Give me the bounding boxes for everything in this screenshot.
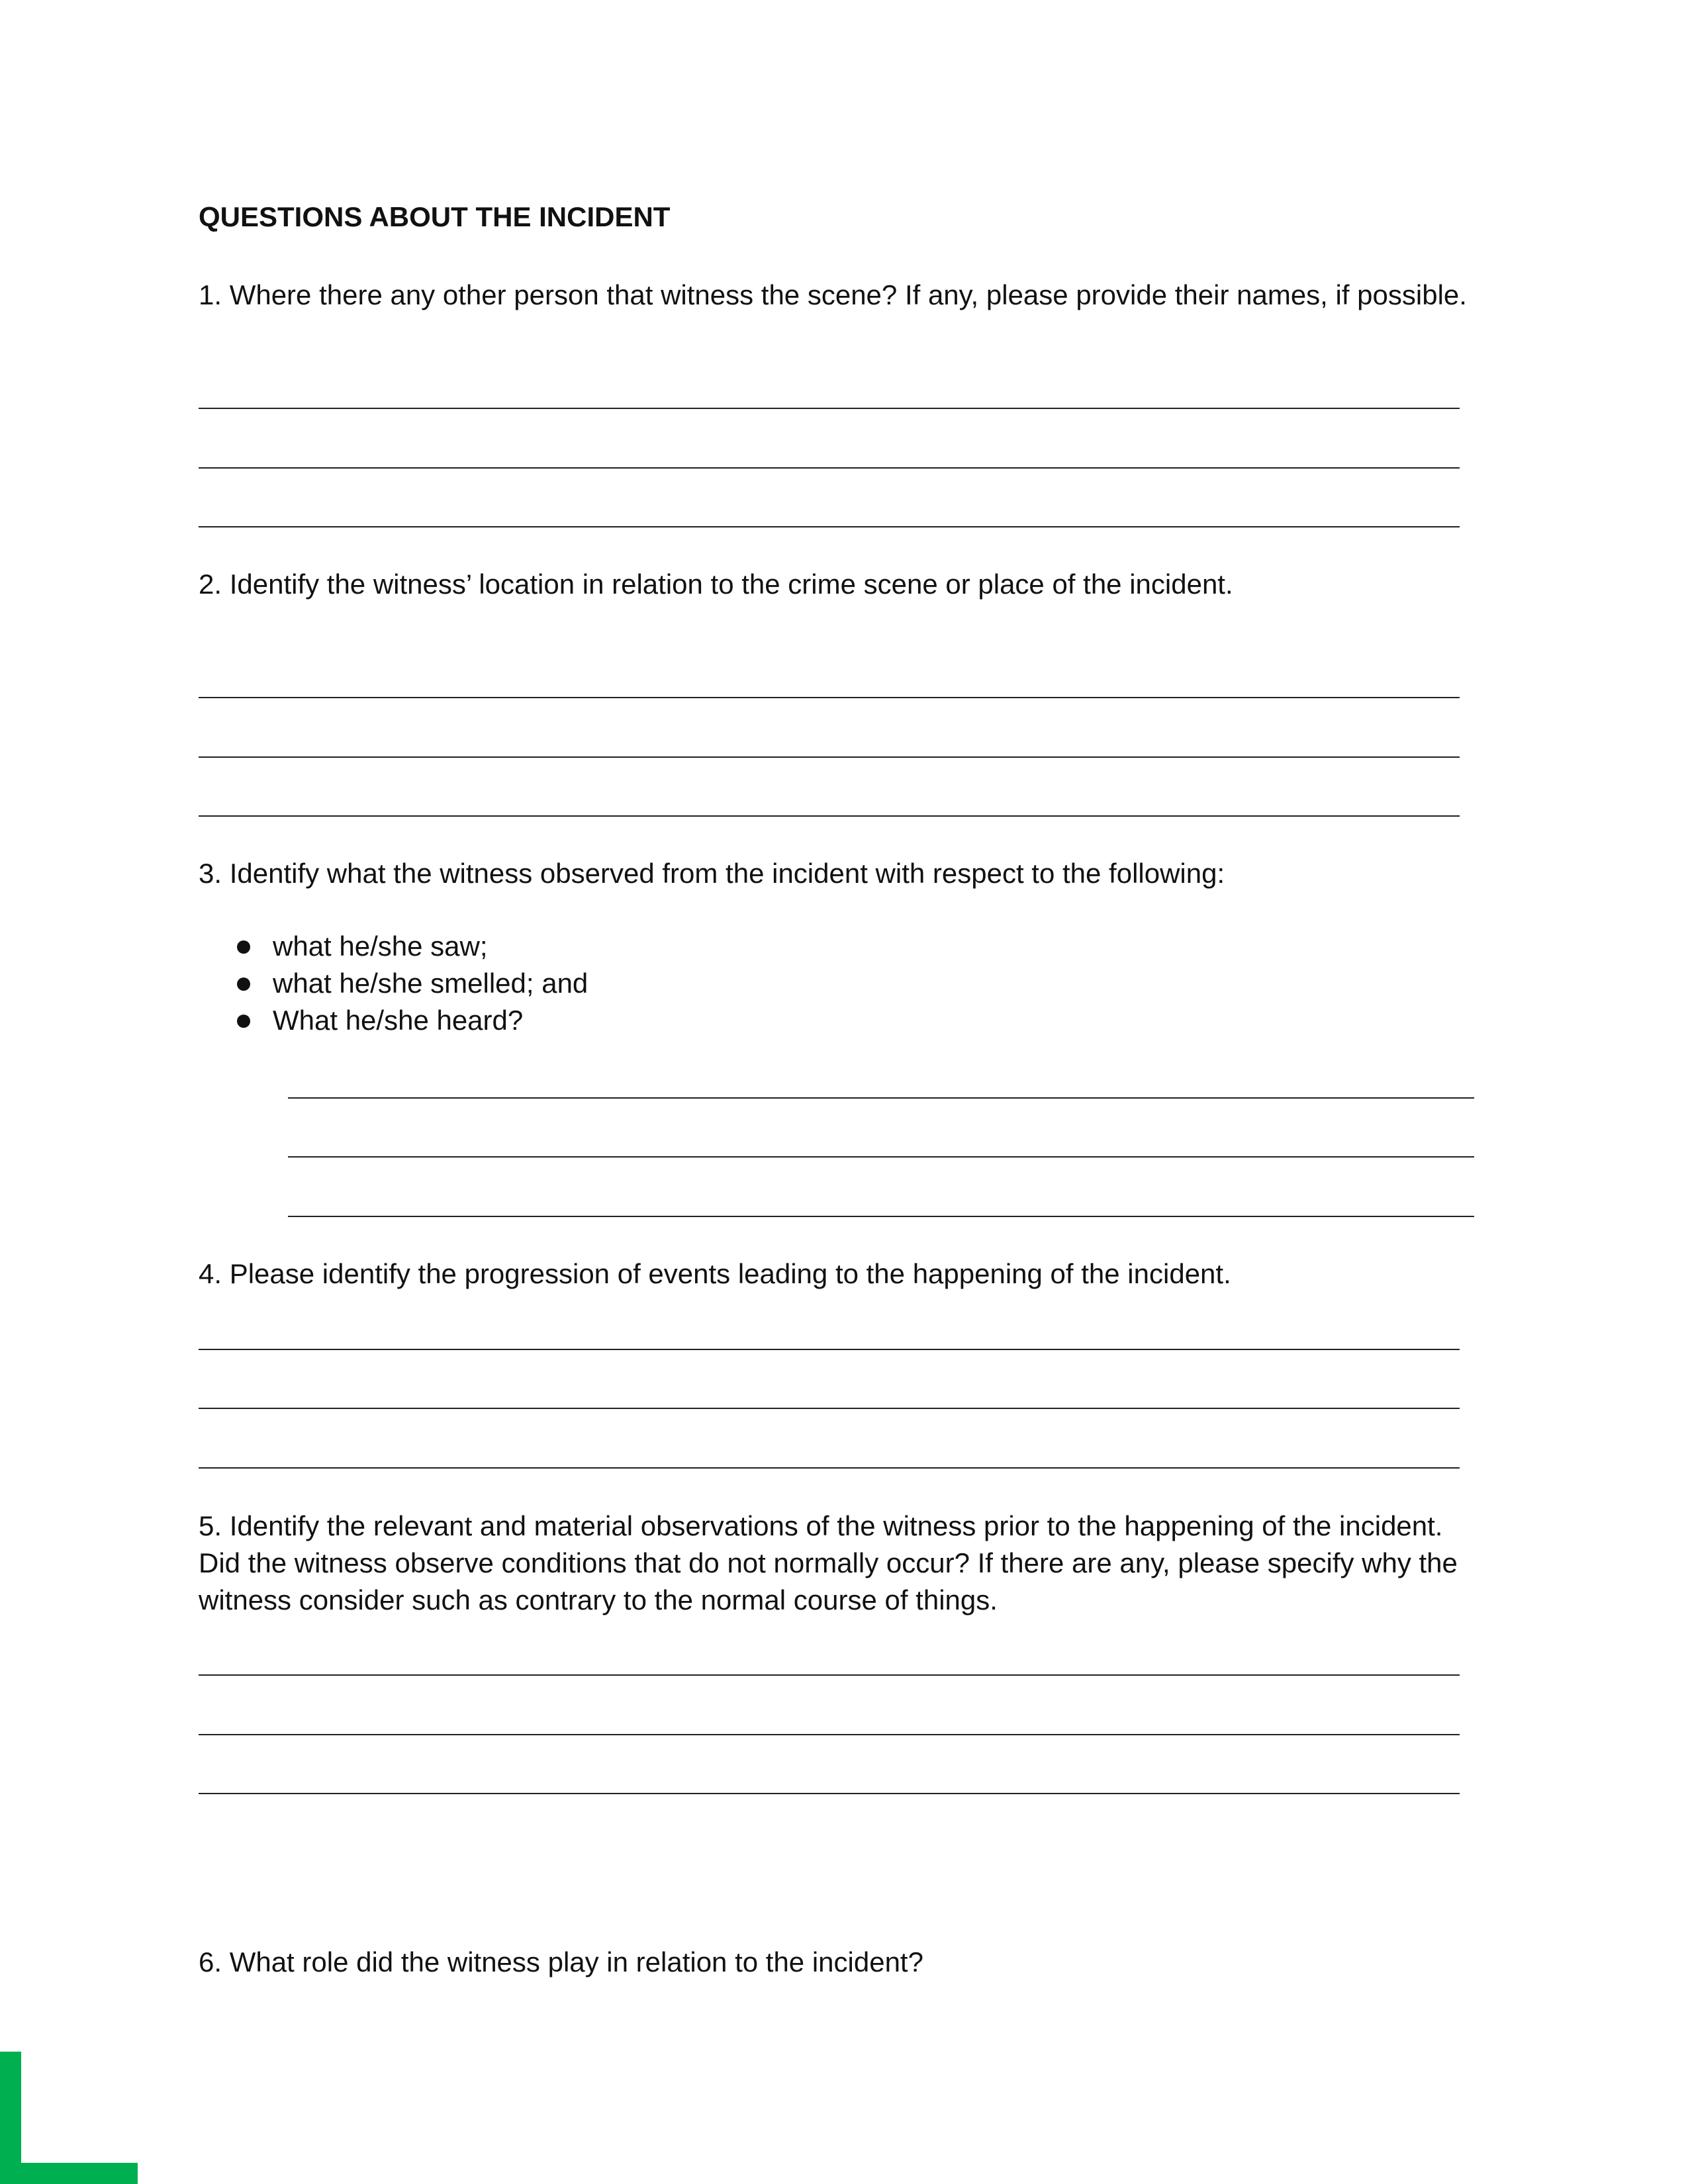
bullet-icon — [237, 1015, 250, 1028]
corner-bracket-horizontal — [0, 2163, 138, 2184]
question-5-line-2: Did the witness observe conditions that do not normally occur? If there are any, please specify why the — [199, 1547, 1458, 1578]
bullet-icon — [237, 978, 250, 991]
answer-line-4a[interactable] — [199, 1349, 1460, 1350]
answer-line-5c[interactable] — [199, 1793, 1460, 1794]
list-item-label: what he/she saw; — [273, 931, 488, 962]
question-5-line-1: 5. Identify the relevant and material observations of the witness prior to the happening of the incident. — [199, 1510, 1443, 1541]
question-2: 2. Identify the witness’ location in relation to the crime scene or place of the incident. — [199, 569, 1233, 600]
answer-line-2c[interactable] — [199, 815, 1460, 817]
answer-line-2a[interactable] — [199, 697, 1460, 698]
answer-line-3a[interactable] — [288, 1097, 1474, 1099]
question-3: 3. Identify what the witness observed from the incident with respect to the following: — [199, 858, 1225, 889]
answer-line-3b[interactable] — [288, 1156, 1474, 1158]
answer-line-4c[interactable] — [199, 1467, 1460, 1469]
question-5-line-3: witness consider such as contrary to the normal course of things. — [199, 1584, 998, 1615]
question-6: 6. What role did the witness play in relation to the incident? — [199, 1946, 923, 1978]
answer-line-1c[interactable] — [199, 526, 1460, 527]
list-item-label: what he/she smelled; and — [273, 968, 588, 999]
answer-line-5b[interactable] — [199, 1734, 1460, 1735]
observation-list — [232, 928, 588, 1039]
question-1: 1. Where there any other person that witness the scene? If any, please provide their names, if possible. — [199, 279, 1467, 310]
answer-line-3c[interactable] — [288, 1216, 1474, 1217]
answer-line-1b[interactable] — [199, 467, 1460, 469]
section-heading: QUESTIONS ABOUT THE INCIDENT — [199, 201, 671, 232]
list-item — [232, 965, 588, 1002]
answer-line-1a[interactable] — [199, 408, 1460, 409]
bullet-icon — [237, 940, 250, 954]
answer-line-2b[interactable] — [199, 756, 1460, 758]
question-4: 4. Please identify the progression of events leading to the happening of the incident. — [199, 1258, 1231, 1289]
list-item — [232, 1002, 588, 1039]
answer-line-5a[interactable] — [199, 1674, 1460, 1676]
list-item — [232, 928, 588, 965]
answer-line-4b[interactable] — [199, 1408, 1460, 1409]
list-item-label: What he/she heard? — [273, 1005, 524, 1036]
